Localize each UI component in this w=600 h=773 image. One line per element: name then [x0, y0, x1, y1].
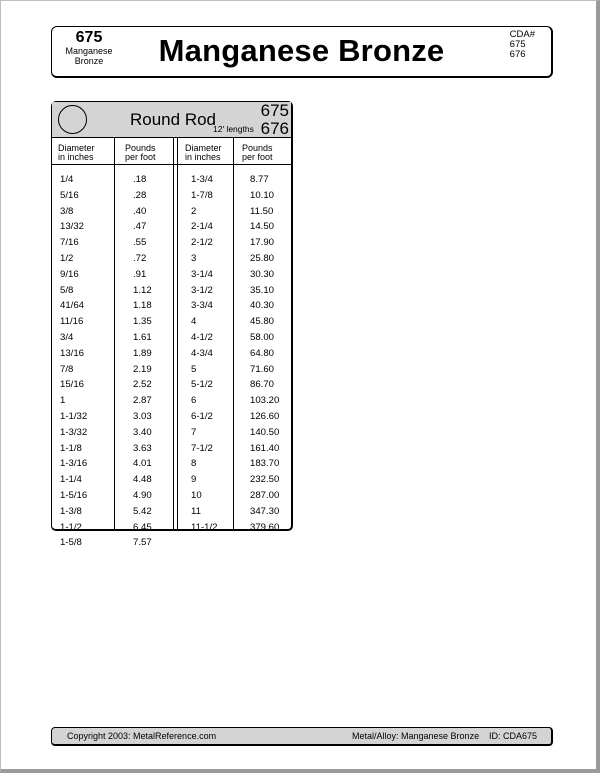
table-cell: 1/4: [60, 174, 74, 185]
table-cell: 41/64: [60, 300, 85, 312]
table-cell: 1.89: [133, 347, 152, 359]
table-code-1: 675: [260, 101, 289, 120]
table-cell: 1.35: [133, 316, 152, 328]
table-cell: 17.90: [250, 237, 275, 249]
table-cell: 7/8: [60, 363, 74, 375]
table-cell: .28: [133, 189, 147, 201]
table-cell: 10.10: [250, 189, 275, 201]
table-cell: 30.30: [250, 268, 275, 280]
table-cell: 3.03: [133, 410, 152, 422]
col-header-text: per foot: [242, 152, 273, 162]
table-cell: 7/16: [60, 237, 79, 249]
left-pounds-column: [133, 174, 152, 553]
round-rod-table: [51, 101, 293, 549]
table-cell: 25.80: [250, 252, 275, 264]
table-cell: .91: [133, 268, 147, 280]
table-cell: .40: [133, 205, 147, 217]
table-cell: 1-3/32: [60, 426, 88, 438]
table-cell: 45.80: [250, 316, 275, 328]
table-cell: 5/16: [60, 189, 79, 201]
table-cell: 4.01: [133, 458, 152, 470]
table-cell: 5/8: [60, 284, 74, 296]
table-cell: 4.90: [133, 489, 152, 501]
table-cell: 1-1/4: [60, 474, 82, 486]
table-cell: 3/8: [60, 205, 74, 217]
id-text: ID: CDA675: [489, 731, 538, 741]
col-header-text: in inches: [58, 152, 94, 162]
table-cell: 232.50: [250, 474, 280, 486]
table-cell: 7-1/2: [191, 442, 213, 454]
table-cell: 1-5/16: [60, 489, 88, 501]
table-cell: 3.63: [133, 442, 152, 454]
footer-bar: [51, 727, 553, 746]
table-cell: .18: [133, 174, 147, 185]
table-cell: 2.19: [133, 363, 152, 375]
table-cell: 5.42: [133, 505, 152, 517]
table-cell: 6.45: [133, 521, 152, 533]
table-cell: 1.12: [133, 284, 152, 296]
table-cell: 1-1/32: [60, 410, 88, 422]
table-cell: 1-3/16: [60, 458, 88, 470]
table-cell: 13/32: [60, 221, 85, 233]
table-cell: 11/16: [60, 316, 84, 328]
page-title: Manganese Bronze: [158, 33, 445, 68]
column-divider: [233, 138, 234, 529]
table-cell: 103.20: [250, 395, 280, 407]
table-cell: 5-1/2: [191, 379, 213, 391]
col-header-text: Diameter: [58, 143, 95, 153]
table-header-bar: [52, 102, 291, 138]
header-box: [51, 26, 553, 78]
table-cell: 1-1/2: [60, 521, 82, 533]
table-cell: .47: [133, 221, 147, 233]
table-cell: 2-1/4: [191, 221, 213, 233]
cda-number-2: 676: [509, 49, 526, 60]
table-cell: 183.70: [250, 458, 280, 470]
table-cell: .55: [133, 237, 147, 249]
center-divider: [173, 138, 174, 529]
col-header-pounds-left: [125, 144, 156, 162]
table-cell: 4: [191, 316, 197, 328]
table-cell: .72: [133, 252, 147, 264]
table-cell: 2.87: [133, 395, 152, 407]
cda-label: CDA#: [509, 29, 535, 40]
right-diameter-column: [191, 174, 218, 537]
col-header-text: Pounds: [125, 143, 156, 153]
metal-alloy-text: Metal/Alloy: Manganese Bronze: [352, 731, 480, 741]
table-cell: 71.60: [250, 363, 275, 375]
copyright-text: Copyright 2003: MetalReference.com: [67, 731, 217, 741]
table-cell: 4.48: [133, 474, 152, 486]
table-cell: 5: [191, 363, 197, 375]
table-cell: 3/4: [60, 331, 74, 343]
round-shape-icon: [58, 105, 87, 134]
cda-number-1: 675: [509, 39, 526, 50]
table-cell: 1/2: [60, 252, 74, 264]
table-cell: 58.00: [250, 331, 275, 343]
table-cell: 13/16: [60, 347, 85, 359]
table-cell: 140.50: [250, 426, 280, 438]
table-cell: 126.60: [250, 410, 280, 422]
table-cell: 1-5/8: [60, 537, 82, 549]
col-header-diameter-right: [185, 144, 222, 162]
table-cell: 9/16: [60, 268, 79, 280]
table-title: Round Rod: [130, 110, 217, 129]
table-cell: 9: [191, 474, 197, 486]
table-cell: 379.60: [250, 521, 280, 533]
col-header-text: Diameter: [185, 143, 222, 153]
table-cell: 1: [60, 395, 66, 407]
table-cell: 6-1/2: [191, 410, 213, 422]
table-cell: 3.40: [133, 426, 152, 438]
table-cell: 1-3/4: [191, 174, 213, 185]
table-cell: 86.70: [250, 379, 275, 391]
table-cell: 14.50: [250, 221, 275, 233]
table-cell: 1-3/8: [60, 505, 82, 517]
table-cell: 8.77: [250, 174, 269, 185]
table-cell: 1.18: [133, 300, 152, 312]
right-pounds-column: [250, 174, 279, 537]
table-code-2: 676: [260, 119, 289, 138]
table-cell: 3-3/4: [191, 300, 213, 312]
col-header-text: in inches: [185, 152, 221, 162]
table-cell: 64.80: [250, 347, 275, 359]
center-divider: [177, 138, 178, 529]
table-cell: 35.10: [250, 284, 275, 296]
table-cell: 8: [191, 458, 197, 470]
table-cell: 4-3/4: [191, 347, 213, 359]
table-cell: 6: [191, 395, 197, 407]
table-cell: 3: [191, 252, 197, 264]
col-header-diameter-left: [58, 144, 95, 162]
left-diameter-column: [60, 174, 87, 553]
alloy-name-line2: Bronze: [74, 56, 104, 66]
table-cell: 287.00: [250, 489, 280, 501]
column-divider: [114, 138, 115, 529]
table-cell: 10: [191, 489, 202, 501]
col-header-text: Pounds: [242, 143, 273, 153]
length-note: 12' lengths: [213, 124, 254, 134]
table-cell: 15/16: [60, 379, 85, 391]
table-cell: 347.30: [250, 505, 280, 517]
table-cell: 40.30: [250, 300, 275, 312]
table-cell: 11: [191, 505, 201, 517]
table-cell: 1-7/8: [191, 189, 213, 201]
cda-block: [510, 30, 535, 60]
table-cell: 2.52: [133, 379, 152, 391]
table-cell: 1-1/8: [60, 442, 82, 454]
table-cell: 7: [191, 426, 197, 438]
table-cell: 4-1/2: [191, 331, 213, 343]
col-header-text: per foot: [125, 152, 156, 162]
table-cell: 2: [191, 205, 197, 217]
table-cell: 3-1/4: [191, 268, 213, 280]
table-cell: 11.50: [250, 205, 274, 217]
header-rule: [52, 164, 291, 165]
table-cell: 161.40: [250, 442, 280, 454]
table-cell: 7.57: [133, 537, 152, 549]
table-cell: 11-1/2: [191, 521, 218, 533]
col-header-pounds-right: [242, 144, 273, 162]
table-cell: 2-1/2: [191, 237, 213, 249]
table-cell: 1.61: [133, 331, 152, 343]
alloy-number: 675: [75, 29, 103, 46]
alloy-name-line1: Manganese: [65, 46, 113, 56]
table-cell: 3-1/2: [191, 284, 213, 296]
